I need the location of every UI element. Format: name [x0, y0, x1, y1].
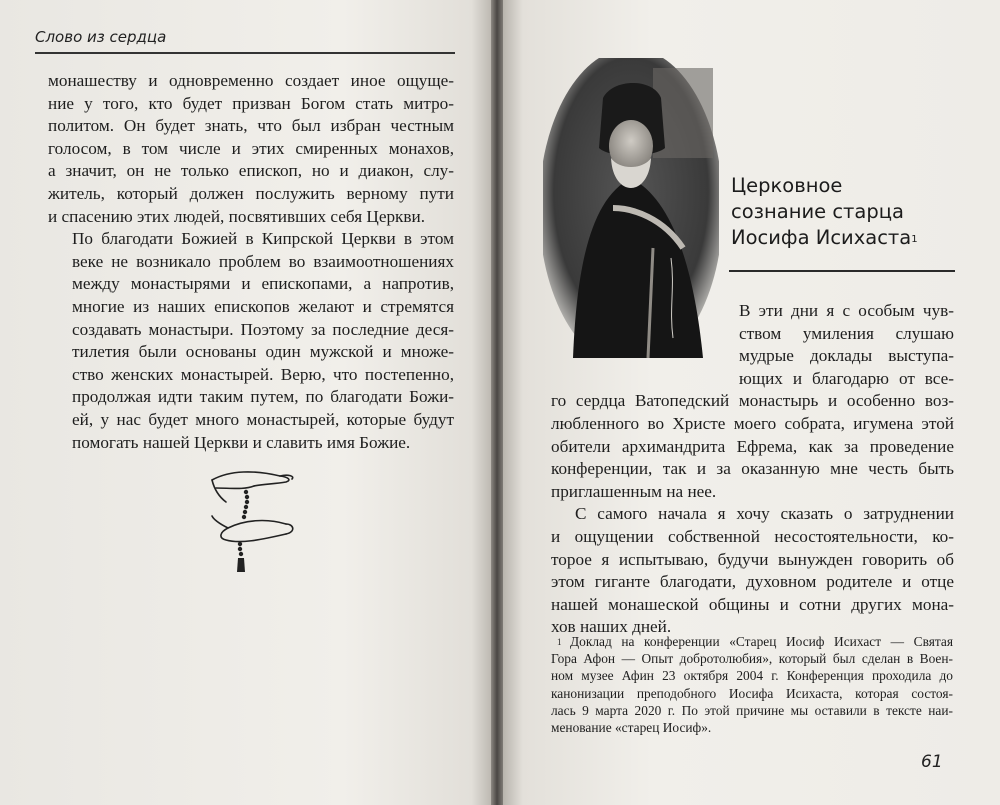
text-line: ном музее Афин 23 октября 2004 г. Конференция проходила до — [551, 668, 953, 684]
left-paragraph-2 — [48, 228, 454, 454]
text-line: конференции, так и за оказанную мне честь быть — [551, 459, 954, 479]
text-line: ей, у нас будет много монастырей, которые будут — [72, 409, 454, 429]
text-line: ством умиления слушаю — [739, 323, 954, 343]
page-number: 61 — [921, 752, 943, 772]
chapter-title-line-1: Церковное — [731, 174, 843, 197]
text-line: политом. Он будет знать, что был избран честным — [48, 116, 454, 136]
running-head: Слово из сердца — [35, 28, 167, 46]
right-paragraph-1-wrapped — [739, 300, 954, 390]
text-line: и спасению этих людей, посвятивших себя Церкви. — [48, 206, 426, 226]
text-line: менование «старец Иосиф». — [551, 719, 712, 735]
text-line: и ощущении собственной несостоятельности, ко- — [551, 526, 954, 546]
text-line: голосом, в том числе и этих смиренных монахов, — [48, 138, 454, 158]
text-line: В эти дни я с особым чув- — [739, 301, 954, 320]
text-line: между монастырями и епископами, а напротив, — [72, 274, 454, 294]
left-body-text — [48, 70, 454, 454]
right-page — [503, 0, 1000, 805]
text-line: создавать монастыри. Поэтому за последние деся- — [72, 319, 454, 339]
text-line: Гора Афон — Опыт добротолюбия», который был сделан в Воен- — [551, 651, 953, 667]
text-line: любленного во Христе моего собрата, игумена этой — [551, 413, 954, 433]
footnote-text: Доклад на конференции «Старец Иосиф Исихаст — Святая — [569, 634, 953, 649]
text-line: мудрые доклады выступа- — [739, 346, 954, 366]
text-line: тилетия были основаны один мужской и множе- — [72, 342, 454, 362]
text-line: а значит, он не только епископ, но и диакон, слу- — [48, 161, 454, 181]
text-line: ние у того, кто будет призван Богом стать митро- — [48, 93, 454, 113]
text-line: го сердца Ватопедский монастырь и особенно воз- — [551, 391, 954, 411]
chapter-title — [731, 173, 918, 251]
elder-portrait-photo — [543, 58, 719, 358]
text-line: житель, который должен послужить верному пути — [48, 183, 454, 203]
text-line: продолжая идти таким путем, по благодати Божи- — [72, 387, 454, 407]
text-line: торое я испытываю, будучи вынужден говорить об — [551, 549, 954, 569]
praying-hands-with-prayer-rope-icon — [200, 462, 300, 582]
text-line: монашеству и одновременно создает иное ощуще- — [48, 71, 454, 90]
chapter-title-line-3: Иосифа Исихаста — [731, 226, 912, 249]
text-line: помогать нашей Церкви и славить имя Божие. — [72, 432, 411, 452]
right-paragraph-1-full — [551, 390, 954, 503]
text-line: приглашенным на нее. — [551, 481, 717, 501]
text-line: ющих и благодарю от все- — [739, 368, 954, 388]
text-line — [551, 633, 953, 650]
right-paragraph-2 — [551, 503, 954, 639]
text-line: канонизации преподобного Иосифа Исихаста, которая состоя- — [551, 685, 953, 701]
left-page — [0, 0, 491, 805]
text-line: хов наших дней. — [551, 617, 672, 637]
left-paragraph-1 — [48, 70, 454, 228]
text-line: лась 9 марта 2020 г. По этой причине мы оставили в тексте наи- — [551, 702, 953, 718]
footnote — [551, 633, 953, 736]
title-footnote-mark: 1 — [911, 234, 918, 245]
text-line: ство женских монастырей. Верю, что постепенно, — [72, 364, 454, 384]
header-rule — [35, 52, 455, 54]
book-gutter — [491, 0, 503, 805]
text-line: С самого начала я хочу сказать о затруднении — [575, 504, 954, 524]
text-line: веке не возникало проблем во взаимоотношениях — [72, 251, 454, 271]
chapter-title-line-2: сознание старца — [731, 200, 904, 223]
text-line: По благодати Божией в Кипрской Церкви в этом — [72, 229, 454, 249]
footnote-mark: 1 — [557, 637, 570, 647]
text-line: многие из наших епископов желают и стремятся — [72, 296, 454, 316]
text-line: этом гиганте благодати, духовном родителе и отце — [551, 572, 954, 592]
title-rule — [729, 270, 955, 272]
text-line: обители архимандрита Ефрема, как за проведение — [551, 436, 954, 456]
text-line: нашей монашеской общины и сотни других мона- — [551, 594, 954, 614]
